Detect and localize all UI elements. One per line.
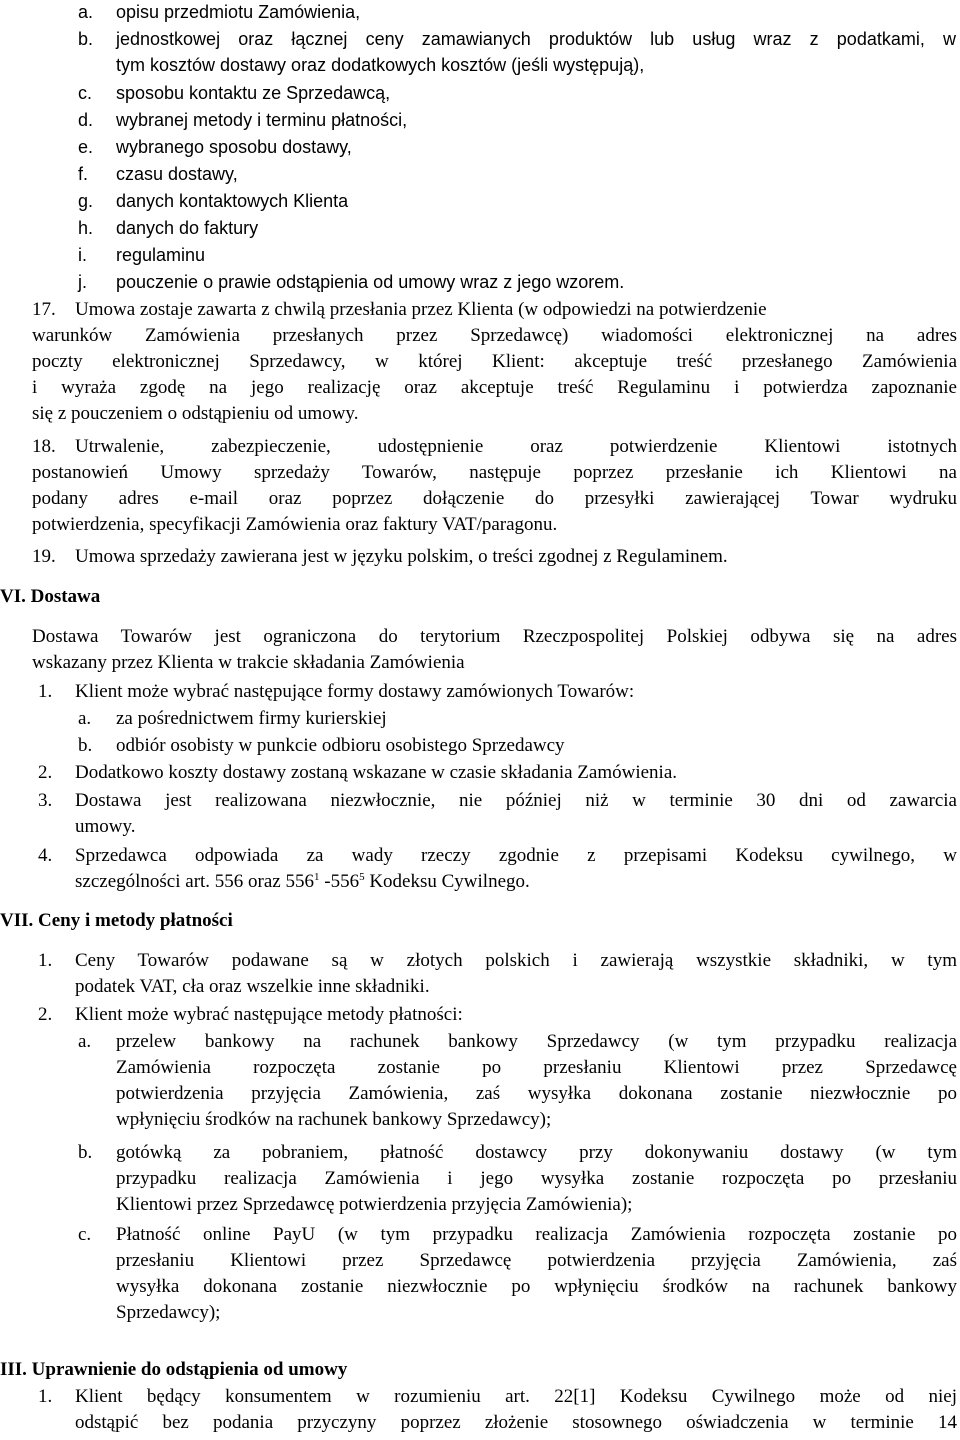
section-heading-prices: VII. Ceny i metody płatności: [0, 910, 233, 931]
section-heading-delivery: VI. Dostawa: [0, 586, 101, 607]
list-item: b. jednostkowej oraz łącznej ceny zamawianych produktów lub usług wraz z podatkami, w tym kosztów dostawy oraz dodatkowych kosztów (jeśli występują),: [78, 29, 956, 75]
list-item: a. opisu przedmiotu Zamówienia,: [78, 2, 361, 22]
section-heading-withdrawal: III. Uprawnienie do odstąpienia od umowy: [0, 1359, 348, 1380]
delivery-intro: Dostawa Towarów jest ograniczona do terytorium Rzeczpospolitej Polskiej odbywa się na adres wskazany przez Klienta w trakcie składania Zamówienia: [32, 626, 957, 673]
